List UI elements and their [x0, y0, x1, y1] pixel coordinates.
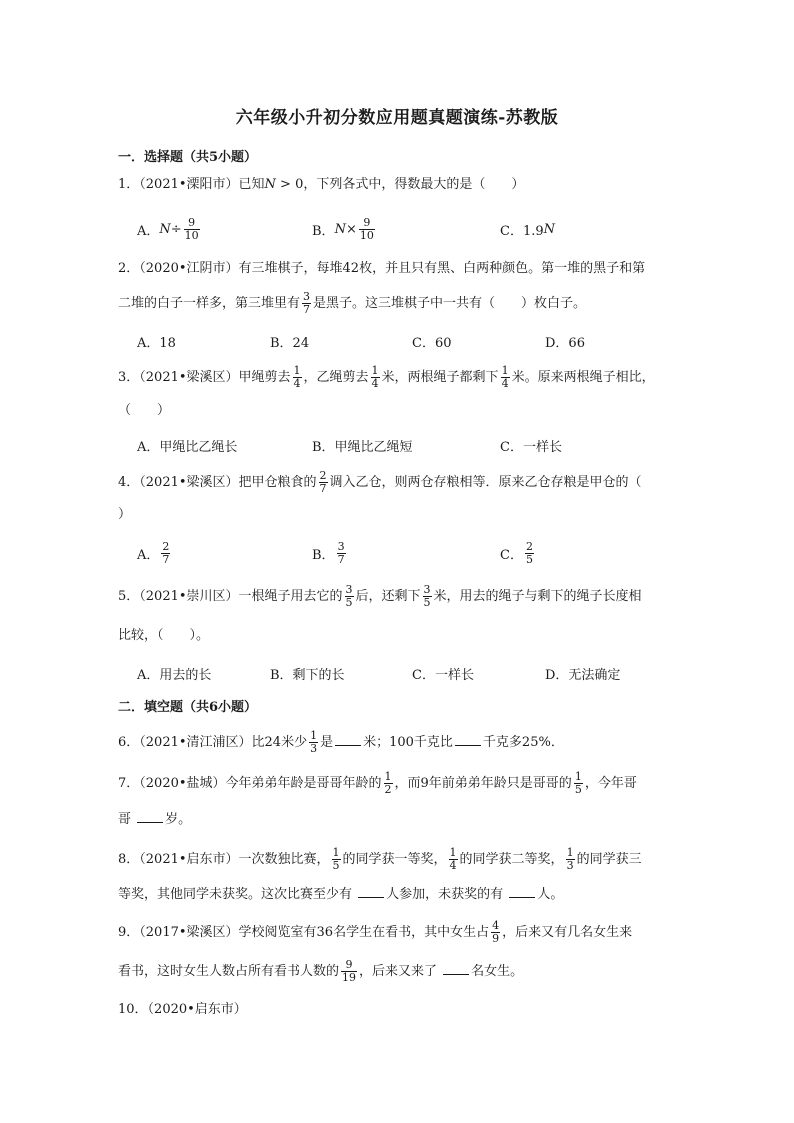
q2-option-d[interactable]: D．66 [545, 335, 585, 351]
fraction: $\frac{9}{19}$ [342, 958, 357, 984]
q2-option-b[interactable]: B．24 [270, 335, 310, 351]
question-4-line-1: 4．（2021•梁溪区）把甲仓粮食的 $\frac{2}{7}$ 调入乙仓，则两仓存粮相等．原来乙仓存粮是甲仓的（ [118, 469, 642, 495]
fraction: $\frac{9}{10}$ [184, 215, 199, 242]
q5-option-a[interactable]: A．用去的长 [137, 667, 212, 683]
question-7-line-2: 哥 岁。 [118, 808, 191, 830]
question-5-line-1: 5．（2021•崇川区）一根绳子用去它的 $\frac{3}{5}$ 后，还剩下 $\frac{3}{5}$ 米，用去的绳子与剩下的绳子长度相 [118, 583, 642, 609]
q4-option-a[interactable]: A． $\frac{2}{7}$ [137, 539, 170, 566]
q5-option-d[interactable]: D．无法确定 [545, 667, 621, 683]
fraction: $\frac{2}{7}$ [319, 469, 327, 495]
question-4-line-2: ） [118, 507, 132, 522]
q1-text-b: ，下列各式中，得数最大的是（ ） [303, 177, 525, 192]
q5-option-b[interactable]: B．剩下的长 [270, 667, 345, 683]
answer-blank[interactable] [509, 883, 535, 898]
question-7-line-1: 7．（2020•盐城）今年弟弟年龄是哥哥年龄的 $\frac{1}{2}$ ，而9年前弟弟年龄只是哥哥的 $\frac{1}{5}$ ，今年哥 [118, 770, 637, 796]
section-heading-fill: 二．填空题（共6小题） [118, 700, 258, 715]
question-5-line-2: 比较，（ ）。 [118, 628, 210, 643]
q3-option-a[interactable]: A．甲绳比乙绳长 [137, 439, 238, 455]
fraction: $\frac{3}{7}$ [303, 290, 311, 316]
q5-option-c[interactable]: C．一样长 [412, 667, 474, 683]
q1-var: N [264, 177, 276, 192]
fraction: $\frac{1}{4}$ [293, 364, 301, 390]
fraction: $\frac{3}{5}$ [345, 583, 353, 609]
fraction: $\frac{2}{5}$ [525, 539, 533, 566]
fraction: $\frac{3}{7}$ [337, 539, 345, 566]
question-2-line-2: 二堆的白子一样多，第三堆里有 $\frac{3}{7}$ 是黑子。这三堆棋子中一共有（ ）枚白子。 [118, 290, 587, 316]
fraction: $\frac{1}{4}$ [501, 364, 509, 390]
q2-option-c[interactable]: C．60 [412, 335, 452, 351]
fraction: $\frac{1}{3}$ [310, 729, 318, 755]
q1-text-a: 1．（2021•溧阳市）已知 [118, 177, 265, 192]
question-9-line-1: 9．（2017•梁溪区）学校阅览室有36名学生在看书，其中女生占 $\frac{4}{9}$ ，后来又有几名女生来 [118, 919, 633, 945]
question-8-line-1: 8．（2021•启东市）一次数独比赛， $\frac{1}{5}$ 的同学获一等奖， $\frac{1}{4}$ 的同学获二等奖， $\frac{1}{3}$ 的同学获三 [118, 846, 642, 872]
fraction: $\frac{1}{4}$ [449, 846, 457, 872]
page-title: 六年级小升初分数应用题真题演练-苏教版 [235, 108, 559, 128]
answer-blank[interactable] [443, 960, 469, 975]
question-3-line-1: 3．（2021•梁溪区）甲绳剪去 $\frac{1}{4}$ ，乙绳剪去 $\frac{1}{4}$ 米，两根绳子都剩下 $\frac{1}{4}$ 米。原来两根绳子相比， [118, 364, 655, 390]
section-heading-choice: 一．选择题（共5小题） [118, 150, 258, 165]
q1-option-c[interactable]: C．1.9 N [500, 221, 555, 239]
q1-cond: > 0 [275, 177, 304, 192]
fraction: $\frac{1}{5}$ [574, 770, 582, 796]
q3-option-c[interactable]: C．一样长 [500, 439, 562, 455]
question-9-line-2: 看书，这时女生人数占所有看书人数的 $\frac{9}{19}$ ，后来又来了 名女生。 [118, 958, 524, 984]
q2-option-a[interactable]: A．18 [137, 335, 176, 351]
question-10: 10．（2020•启东市） [118, 1002, 247, 1017]
answer-blank[interactable] [137, 808, 163, 823]
q4-option-b[interactable]: B． $\frac{3}{7}$ [312, 539, 345, 566]
answer-blank[interactable] [335, 731, 361, 746]
question-1 [118, 175, 524, 195]
question-2-line-1: 2．（2020•江阴市）有三堆棋子，每堆42枚，并且只有黑、白两种颜色。第一堆的黑子和第 [118, 261, 646, 276]
fraction: $\frac{1}{3}$ [566, 846, 574, 872]
fraction: $\frac{9}{10}$ [359, 215, 374, 242]
question-6: 6．（2021•清江浦区）比24米少 $\frac{1}{3}$ 是 米；100千克比 千克多25%． [118, 729, 564, 755]
fraction: $\frac{1}{4}$ [371, 364, 379, 390]
question-8-line-2: 等奖，其他同学未获奖。这次比赛至少有 人参加，未获奖的有 人。 [118, 883, 563, 905]
fraction: $\frac{3}{5}$ [423, 583, 431, 609]
fraction: $\frac{1}{5}$ [332, 846, 340, 872]
fraction: $\frac{4}{9}$ [492, 919, 500, 945]
fraction: $\frac{2}{7}$ [162, 539, 170, 566]
question-3-line-2: （ ） [118, 403, 171, 418]
answer-blank[interactable] [455, 731, 481, 746]
q1-option-b[interactable]: B． N × $\frac{9}{10}$ [312, 215, 374, 242]
fraction: $\frac{1}{2}$ [384, 770, 392, 796]
answer-blank[interactable] [358, 883, 384, 898]
q3-option-b[interactable]: B．甲绳比乙绳短 [312, 439, 413, 455]
q4-option-c[interactable]: C． $\frac{2}{5}$ [500, 539, 533, 566]
q1-option-a[interactable]: A． N ÷ $\frac{9}{10}$ [137, 215, 199, 242]
